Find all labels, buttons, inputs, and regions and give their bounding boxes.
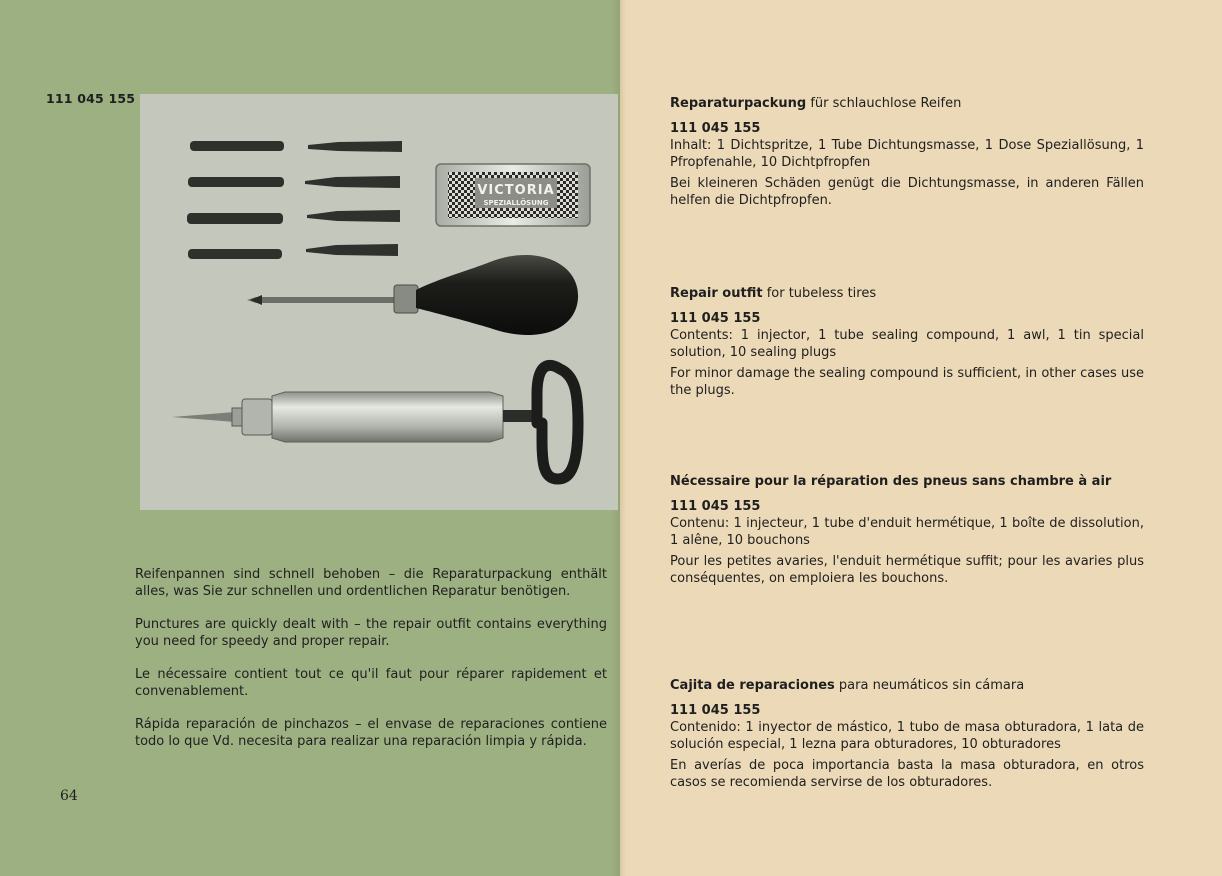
intro-paragraph-en: Punctures are quickly dealt with – the repair outfit contains everything you need for speedy and proper repair. [135, 617, 607, 649]
entry-german [670, 95, 1144, 213]
entry-part-number: 111 045 155 [670, 499, 761, 514]
entry-note: En averías de poca importancia basta la masa obturadora, en otros casos se recomienda servirse de los obturadores. [670, 758, 1144, 790]
entry-contents: Contents: 1 injector, 1 tube sealing compound, 1 awl, 1 tin special solution, 10 sealing plugs [670, 328, 1144, 360]
entry-note: Pour les petites avaries, l'enduit hermétique suffit; pour les avaries plus conséquentes, on emploiera les bouchons. [670, 554, 1144, 586]
entry-part-number: 111 045 155 [670, 311, 761, 326]
tin-brand: VICTORIA [477, 183, 555, 198]
entry-title-bold: Cajita de reparaciones [670, 678, 835, 693]
entry-title-rest: for tubeless tires [762, 286, 877, 301]
entry-title [670, 473, 1144, 490]
entry-part-number: 111 045 155 [670, 703, 761, 718]
entry-spanish [670, 677, 1144, 795]
entry-contents: Contenido: 1 inyector de mástico, 1 tubo de masa obturadora, 1 lata de solución especial, 1 lezna para obturadores, 10 obturadores [670, 720, 1144, 752]
entry-note: Bei kleineren Schäden genügt die Dichtungsmasse, in anderen Fällen helfen die Dichtpfropfen. [670, 176, 1144, 208]
entry-part-number: 111 045 155 [670, 121, 761, 136]
entry-title [670, 95, 1144, 112]
entry-title-rest: für schlauchlose Reifen [806, 96, 962, 111]
intro-paragraph-es: Rápida reparación de pinchazos – el envase de reparaciones contiene todo lo que Vd. necesita para realizar una reparación limpia y rápida. [135, 717, 607, 749]
entry-contents: Contenu: 1 injecteur, 1 tube d'enduit hermétique, 1 boîte de dissolution, 1 alêne, 10 bouchons [670, 516, 1144, 548]
entry-title [670, 677, 1144, 694]
repair-kit-photo [140, 94, 618, 510]
photo-part-number: 111 045 155 [46, 91, 136, 106]
victoria-tin [436, 164, 590, 226]
entry-english [670, 285, 1144, 403]
intro-text [135, 566, 607, 766]
intro-paragraph-fr: Le nécessaire contient tout ce qu'il faut pour réparer rapidement et convenablement. [135, 667, 607, 699]
entry-french [670, 473, 1144, 591]
entry-title [670, 285, 1144, 302]
entry-contents: Inhalt: 1 Dichtspritze, 1 Tube Dichtungsmasse, 1 Dose Speziallösung, 1 Pfropfenahle, 10 Dichtpfropfen [670, 138, 1144, 170]
tin-label: SPEZIALLÖSUNG [483, 199, 549, 207]
entry-note: For minor damage the sealing compound is sufficient, in other cases use the plugs. [670, 366, 1144, 398]
entry-title-bold: Nécessaire pour la réparation des pneus sans chambre à air [670, 474, 1112, 489]
intro-paragraph-de: Reifenpannen sind schnell behoben – die Reparaturpackung enthält alles, was Sie zur schnellen und ordentlichen Reparatur benötigen. [135, 567, 607, 599]
page-number: 64 [60, 788, 78, 804]
entry-title-bold: Reparaturpackung [670, 96, 807, 111]
entry-title-rest: para neumáticos sin cámara [834, 678, 1025, 693]
entry-title-bold: Repair outfit [670, 286, 763, 301]
